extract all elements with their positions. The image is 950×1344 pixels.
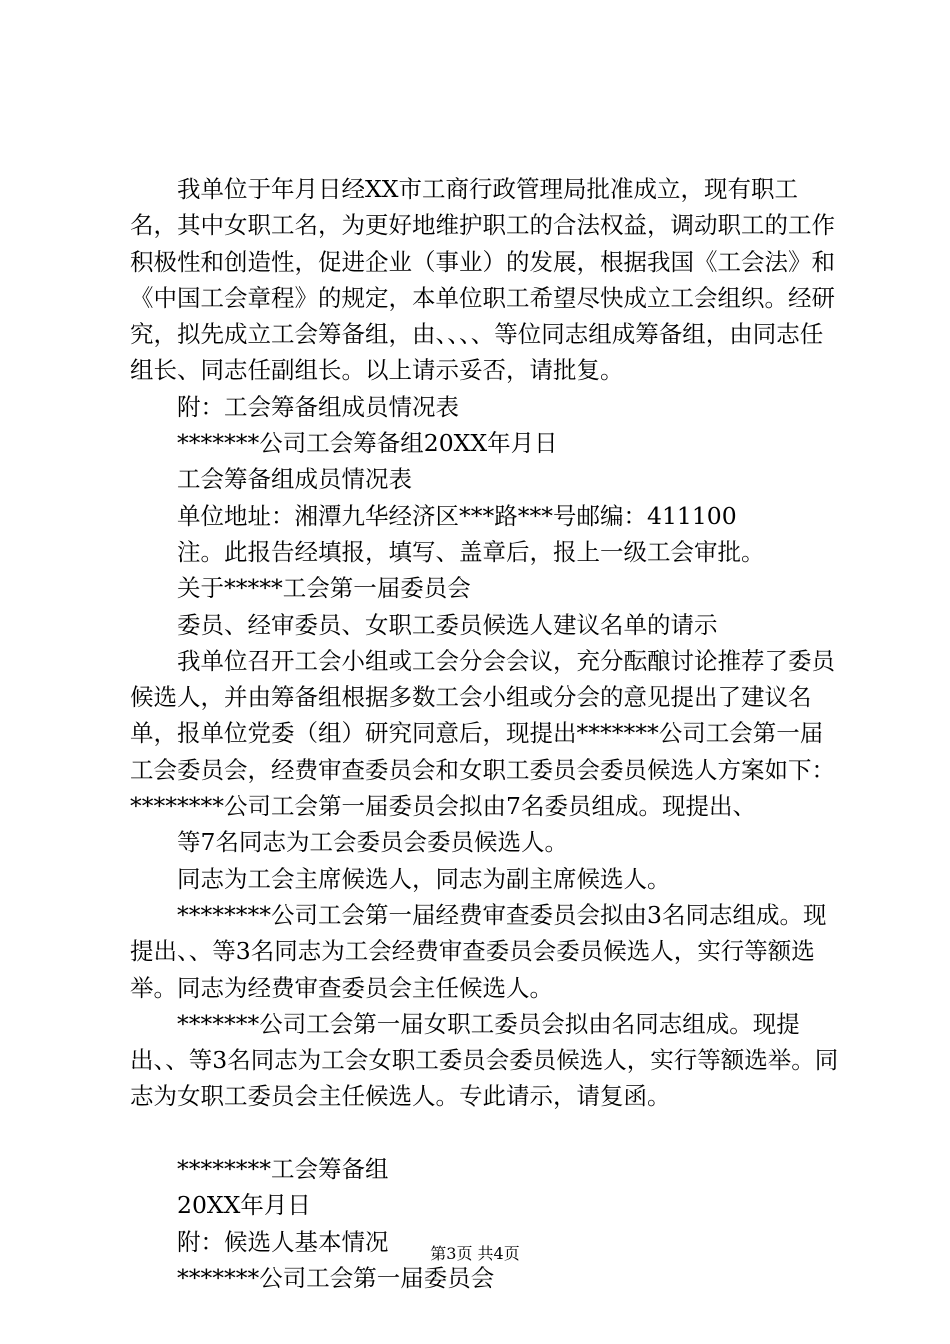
paragraph-candidate-proposal: 我单位召开工会小组或工会分会会议，充分酝酿讨论推荐了委员候选人，并由筹备组根据多数工会小组或分会的意见提出了建议名单，报单位党委（组）研究同意后，现提出*******公司工会第一届工会委员会，经费审查委员会和女职工委员会委员候选人方案如下：********公司工会第一届委员会拟由7名委员组成。现提出、: [130, 646, 835, 821]
paragraph-women-committee: *******公司工会第一届女职工委员会拟由名同志组成。现提出、、等3名同志为工会女职工委员会委员候选人，实行等额选举。同志为女职工委员会主任候选人。专此请示，请复函。: [130, 1009, 839, 1111]
address-line: 单位地址：湘潭九华经济区***路***号邮编：411100: [177, 501, 737, 530]
section-title-line-1: 关于*****工会第一届委员会: [177, 574, 471, 603]
attachment-line: 附：工会筹备组成员情况表: [177, 392, 459, 421]
page-number-footer: 第3页 共4页: [430, 1244, 520, 1263]
signature-org: ********工会筹备组: [177, 1155, 389, 1184]
signature-date: 20XX年月日: [177, 1191, 311, 1220]
paragraph-committee-candidates: 等7名同志为工会委员会委员候选人。: [177, 828, 568, 857]
final-line: *******公司工会第一届委员会: [177, 1263, 495, 1292]
paragraph-audit-committee: ********公司工会第一届经费审查委员会拟由3名同志组成。现提出、、等3名同志为工会经费审查委员会委员候选人，实行等额选举。同志为经费审查委员会主任候选人。: [130, 900, 827, 1002]
spacer: [130, 1115, 842, 1151]
paragraph-chair-candidates: 同志为工会主席候选人，同志为副主席候选人。: [177, 864, 671, 893]
attachment-candidates: 附：候选人基本情况: [177, 1227, 389, 1256]
note-line: 注。此报告经填报，填写、盖章后，报上一级工会审批。: [177, 537, 765, 566]
document-body: [130, 171, 842, 1296]
table-title: 工会筹备组成员情况表: [177, 465, 412, 494]
signature-date-line: *******公司工会筹备组20XX年月日: [177, 429, 558, 458]
section-title-line-2: 委员、经审委员、女职工委员候选人建议名单的请示: [177, 610, 718, 639]
paragraph-establishment-request: 我单位于年月日经XX市工商行政管理局批准成立，现有职工名，其中女职工名，为更好地维护职工的合法权益，调动职工的工作积极性和创造性，促进企业（事业）的发展，根据我国《工会法》和《中国工会章程》的规定，本单位职工希望尽快成立工会组织。经研究，拟先成立工会筹备组，由、、、、等位同志组成筹备组，由同志任组长、同志任副组长。以上请示妥否，请批复。: [130, 175, 835, 385]
